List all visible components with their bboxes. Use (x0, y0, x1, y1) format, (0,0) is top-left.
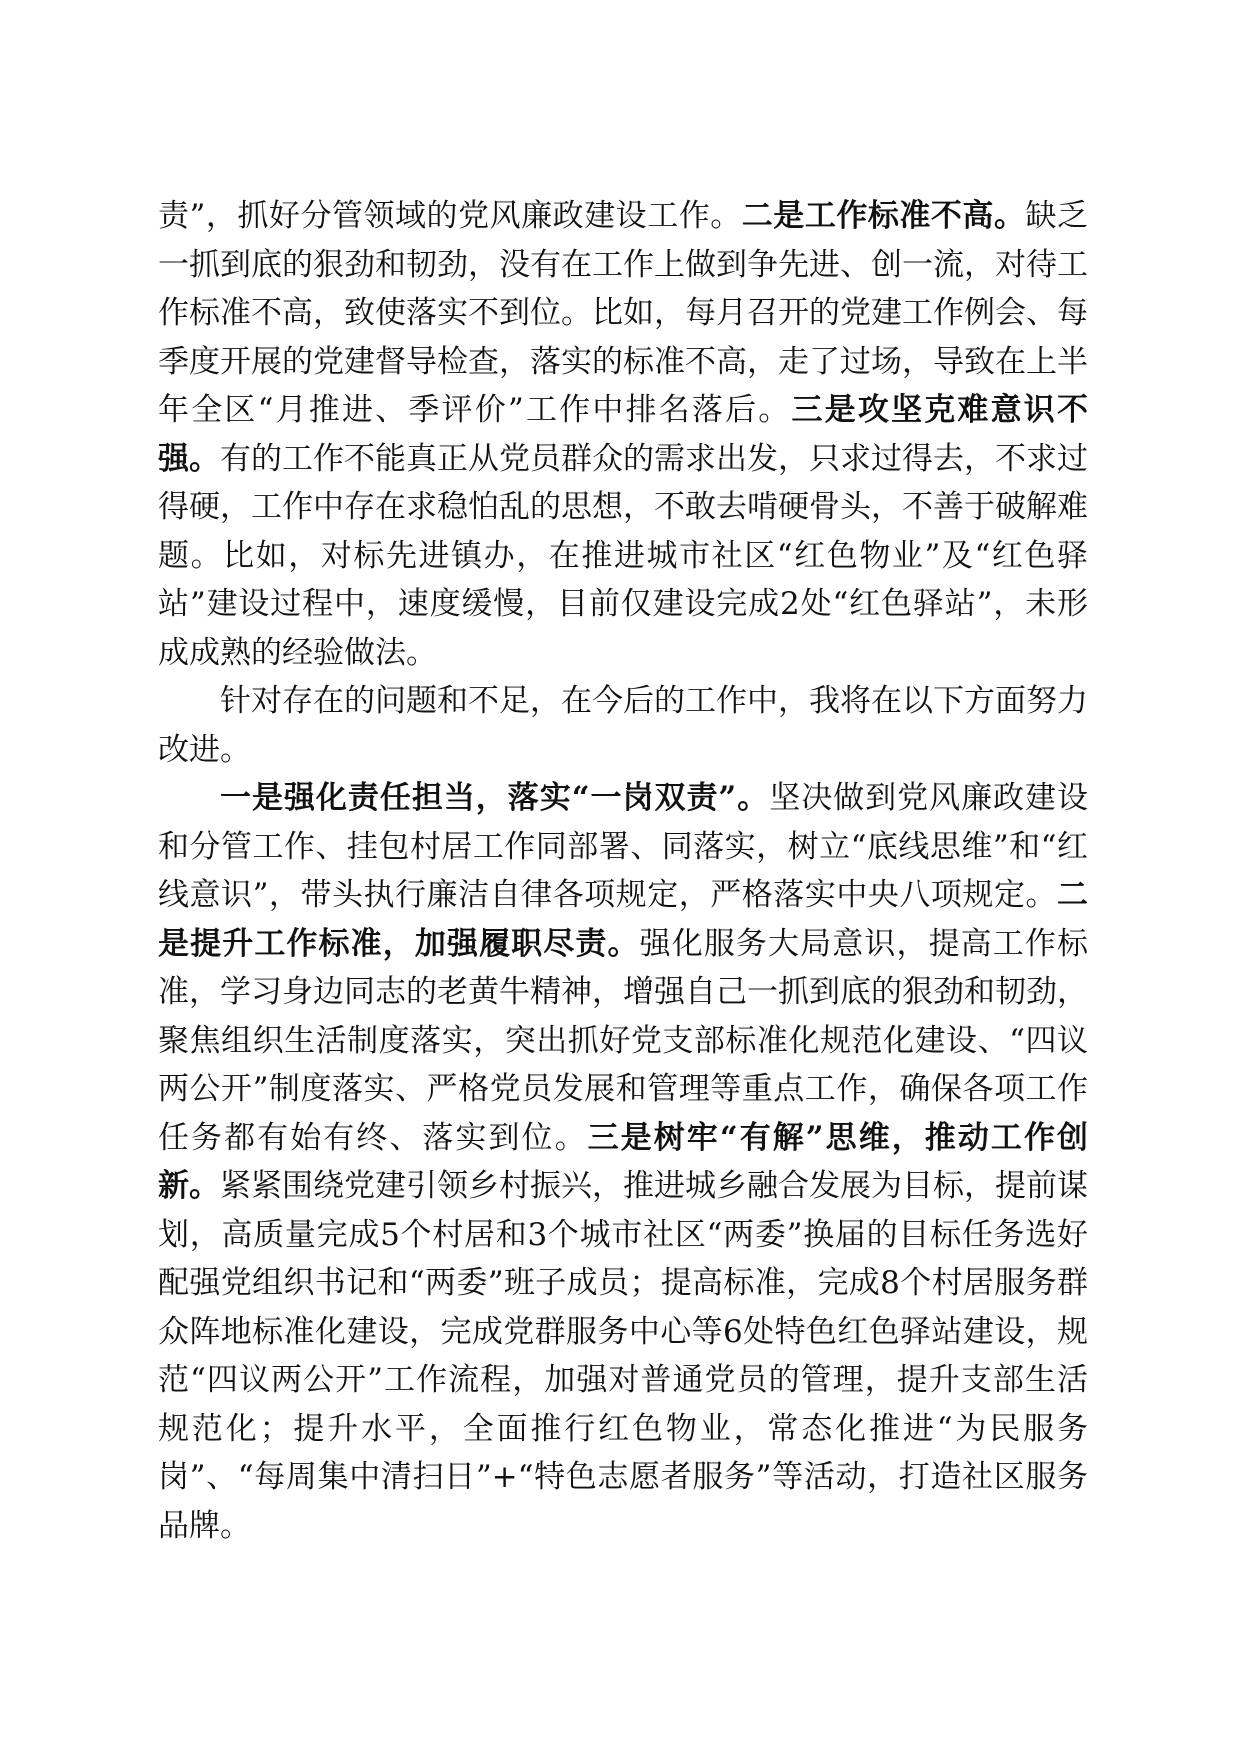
text-run: 责”，抓好分管领域的党风廉政建设工作。 (158, 198, 742, 234)
bold-heading-2: 二是工作标准不高。 (741, 198, 1026, 234)
text-run: 有的工作不能真正从党员群众的需求出发，只求过得去，不求过得硬，工作中存在求稳怕乱的思想，不敢去啃硬骨头，不善于破解难题。比如，对标先进镇办，在推进城市社区“红色物业”及“红色驿站”建设过程中，速度缓慢，目前仅建设完成2处“红色驿站”，未形成成熟的经验做法。 (158, 440, 1088, 671)
paragraph-transition (158, 677, 1088, 774)
bold-heading-3: 三是树牢“有解”思维，推动工作创新。 (158, 1119, 1088, 1204)
bold-heading-3: 三是攻坚克难意识不强。 (158, 392, 1088, 477)
bold-heading-1: 一是强化责任担当，落实“一岗双责”。 (220, 780, 770, 816)
bold-heading-2: 二是提升工作标准，加强履职尽责。 (158, 877, 1088, 962)
text-run: 缺乏一抓到底的狠劲和韧劲，没有在工作上做到争先进、创一流，对待工作标准不高，致使落实不到位。比如，每月召开的党建工作例会、每季度开展的党建督导检查，落实的标准不高，走了过场，导致在上半年全区“月推进、季评价”工作中排名落后。 (158, 198, 1089, 428)
document-body (158, 192, 1088, 1550)
text-run: 针对存在的问题和不足，在今后的工作中，我将在以下方面努力改进。 (158, 683, 1088, 768)
text-run: 强化服务大局意识，提高工作标准，学习身边同志的老黄牛精神，增强自己一抓到底的狠劲和韧劲，聚焦组织生活制度落实，突出抓好党支部标准化规范化建设、“四议两公开”制度落实、严格党员发展和管理等重点工作，确保各项工作任务都有始有终、落实到位。 (158, 925, 1089, 1156)
paragraph-improvements (158, 774, 1088, 1550)
paragraph-problems (158, 192, 1088, 677)
text-run: 紧紧围绕党建引领乡村振兴，推进城乡融合发展为目标，提前谋划，高质量完成5个村居和3个城市社区“两委”换届的目标任务选好配强党组织书记和“两委”班子成员；提高标准，完成8个村居服务群众阵地标准化建设，完成党群服务中心等6处特色红色驿站建设，规范“四议两公开”工作流程，加强对普通党员的管理，提升支部生活规范化；提升水平，全面推行红色物业，常态化推进“为民服务岗”、“每周集中清扫日”+“特色志愿者服务”等活动，打造社区服务品牌。 (158, 1168, 1088, 1544)
text-run: 坚决做到党风廉政建设和分管工作、挂包村居工作同部署、同落实，树立“底线思维”和“红线意识”，带头执行廉洁自律各项规定，严格落实中央八项规定。 (158, 780, 1088, 913)
